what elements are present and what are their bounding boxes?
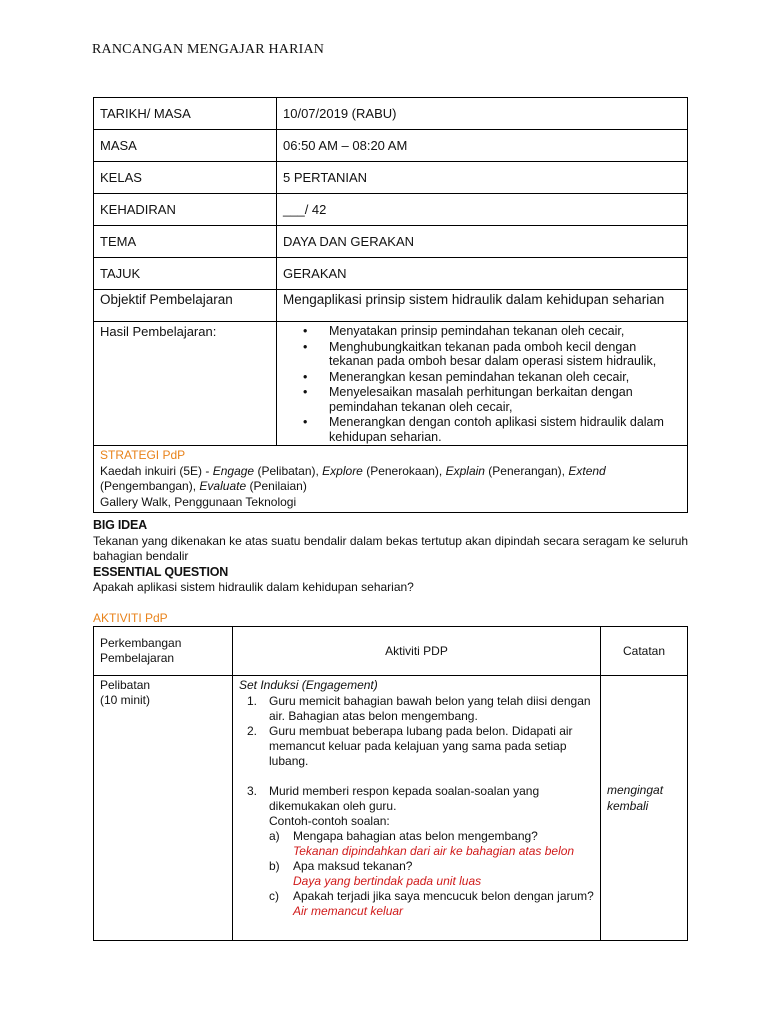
activity-row xyxy=(94,676,688,941)
strategi-engage-ms: (Pelibatan), xyxy=(257,463,319,478)
info-label: TEMA xyxy=(94,226,277,258)
phase-name: Pelibatan xyxy=(100,678,151,692)
activity-header-row xyxy=(94,627,688,676)
hasil-label: Hasil Pembelajaran: xyxy=(94,322,277,446)
spacer xyxy=(239,769,594,784)
info-value: 5 PERTANIAN xyxy=(277,162,688,194)
strategi-extend: Extend xyxy=(568,463,606,478)
info-row-tarikh xyxy=(94,98,688,130)
question-list xyxy=(269,829,594,919)
hasil-item: • Menyelesaikan masalah perhitungan berkaitan dengan pemindahan tekanan oleh cecair, xyxy=(325,385,681,414)
activity-step xyxy=(239,784,594,919)
catatan-cell xyxy=(601,676,688,941)
info-value: 06:50 AM – 08:20 AM xyxy=(277,130,688,162)
hasil-cell xyxy=(277,322,688,446)
big-idea-section xyxy=(93,518,693,596)
info-value: 10/07/2019 (RABU) xyxy=(277,98,688,130)
aktiviti-heading: AKTIVITI PdP xyxy=(93,611,168,625)
info-label: KELAS xyxy=(94,162,277,194)
catatan-line: kembali xyxy=(607,799,649,813)
step-text: Guru membuat beberapa lubang pada belon. Didapati air memancut keluar pada kelajuan yang sama pada setiap lubang. xyxy=(269,724,573,768)
info-row-objektif xyxy=(94,290,688,322)
strategi-explain: Explain xyxy=(445,463,485,478)
strategi-engage: Engage xyxy=(212,463,255,478)
strategi-heading: STRATEGI PdP xyxy=(100,448,186,462)
question-text: Mengapa bahagian atas belon mengembang? xyxy=(293,829,538,843)
hasil-item: • Menerangkan kesan pemindahan tekanan oleh cecair, xyxy=(325,370,681,385)
activity-step xyxy=(239,694,594,724)
info-value: ___/ 42 xyxy=(277,194,688,226)
strategi-line-3: Gallery Walk, Penggunaan Teknologi xyxy=(100,494,297,509)
hasil-item: • Menghubungkaitkan tekanan pada omboh kecil dengan tekanan pada omboh besar dalam operasi sistem hidraulik, xyxy=(325,340,681,369)
answer-text: Daya yang bertindak pada unit luas xyxy=(293,874,482,888)
info-row-hasil xyxy=(94,322,688,446)
lesson-info-table xyxy=(93,97,688,513)
big-idea-text: Tekanan yang dikenakan ke atas suatu bendalir dalam bekas tertutup akan dipindah secara seragam ke seluruh bahagian bendalir xyxy=(93,533,689,563)
set-induksi-title: Set Induksi (Engagement) xyxy=(239,678,378,692)
info-row-masa xyxy=(94,130,688,162)
header-perkembangan xyxy=(94,627,233,676)
objektif-value: Mengaplikasi prinsip sistem hidraulik dalam kehidupan seharian xyxy=(277,290,688,322)
strategi-line xyxy=(100,464,681,495)
strategi-evaluate-ms: (Penilaian) xyxy=(249,479,307,493)
header-perkembangan-line2: Pembelajaran xyxy=(100,651,175,665)
activity-table xyxy=(93,626,688,941)
info-row-tema xyxy=(94,226,688,258)
activity-cell xyxy=(233,676,601,941)
answer-text: Tekanan dipindahkan dari air ke bahagian atas belon xyxy=(293,844,575,858)
info-label: MASA xyxy=(94,130,277,162)
question-letter: c) xyxy=(269,889,279,903)
strategi-evaluate: Evaluate xyxy=(199,479,247,493)
phase-cell xyxy=(94,676,233,941)
info-label: TARIKH/ MASA xyxy=(94,98,277,130)
strategi-kaedah: Kaedah inkuiri (5E) - xyxy=(100,463,210,478)
step-number: 2. xyxy=(247,724,258,738)
header-perkembangan-line1: Perkembangan xyxy=(100,636,182,650)
question-item xyxy=(269,859,594,889)
big-idea-heading: BIG IDEA xyxy=(93,518,147,532)
objektif-label: Objektif Pembelajaran xyxy=(94,290,277,322)
strategi-explain-ms: (Penerangan), xyxy=(488,463,566,478)
question-letter: a) xyxy=(269,829,280,843)
info-row-kelas xyxy=(94,162,688,194)
activity-step xyxy=(239,724,594,769)
header-aktiviti: Aktiviti PDP xyxy=(233,627,601,676)
essential-question-heading: ESSENTIAL QUESTION xyxy=(93,564,229,579)
question-item xyxy=(269,829,594,859)
info-label: KEHADIRAN xyxy=(94,194,277,226)
strategi-extend-ms: (Pengembangan), xyxy=(100,479,197,493)
step-number: 1. xyxy=(247,694,258,708)
question-item xyxy=(269,889,594,919)
contoh-label: Contoh-contoh soalan: xyxy=(269,814,390,828)
info-row-strategi xyxy=(94,446,688,513)
step-text: Murid memberi respon kepada soalan-soalan yang dikemukakan oleh guru. xyxy=(269,784,540,813)
question-text: Apa maksud tekanan? xyxy=(293,859,413,873)
hasil-item: • Menyatakan prinsip pemindahan tekanan oleh cecair, xyxy=(325,324,681,339)
catatan-line: mengingat xyxy=(607,783,664,797)
question-letter: b) xyxy=(269,859,280,873)
strategi-explore-ms: (Penerokaan), xyxy=(366,463,443,478)
info-label: TAJUK xyxy=(94,258,277,290)
essential-question-text: Apakah aplikasi sistem hidraulik dalam kehidupan seharian? xyxy=(93,580,414,594)
step-text: Guru memicit bahagian bawah belon yang telah diisi dengan air. Bahagian atas belon mengembang. xyxy=(269,694,591,723)
step-number: 3. xyxy=(247,784,258,798)
document-title: RANCANGAN MENGAJAR HARIAN xyxy=(92,42,325,57)
answer-text: Air memancut keluar xyxy=(293,904,404,918)
header-catatan: Catatan xyxy=(601,627,688,676)
info-value: GERAKAN xyxy=(277,258,688,290)
strategi-cell xyxy=(94,446,688,513)
strategi-explore: Explore xyxy=(322,463,363,478)
info-row-tajuk xyxy=(94,258,688,290)
phase-duration: (10 minit) xyxy=(100,693,151,707)
activity-steps xyxy=(239,694,594,919)
info-row-kehadiran xyxy=(94,194,688,226)
hasil-item: • Menerangkan dengan contoh aplikasi sistem hidraulik dalam kehidupan seharian. xyxy=(325,415,681,444)
info-value: DAYA DAN GERAKAN xyxy=(277,226,688,258)
hasil-list xyxy=(283,324,681,444)
question-text: Apakah terjadi jika saya mencucuk belon dengan jarum? xyxy=(293,889,594,903)
catatan-note xyxy=(607,782,681,814)
